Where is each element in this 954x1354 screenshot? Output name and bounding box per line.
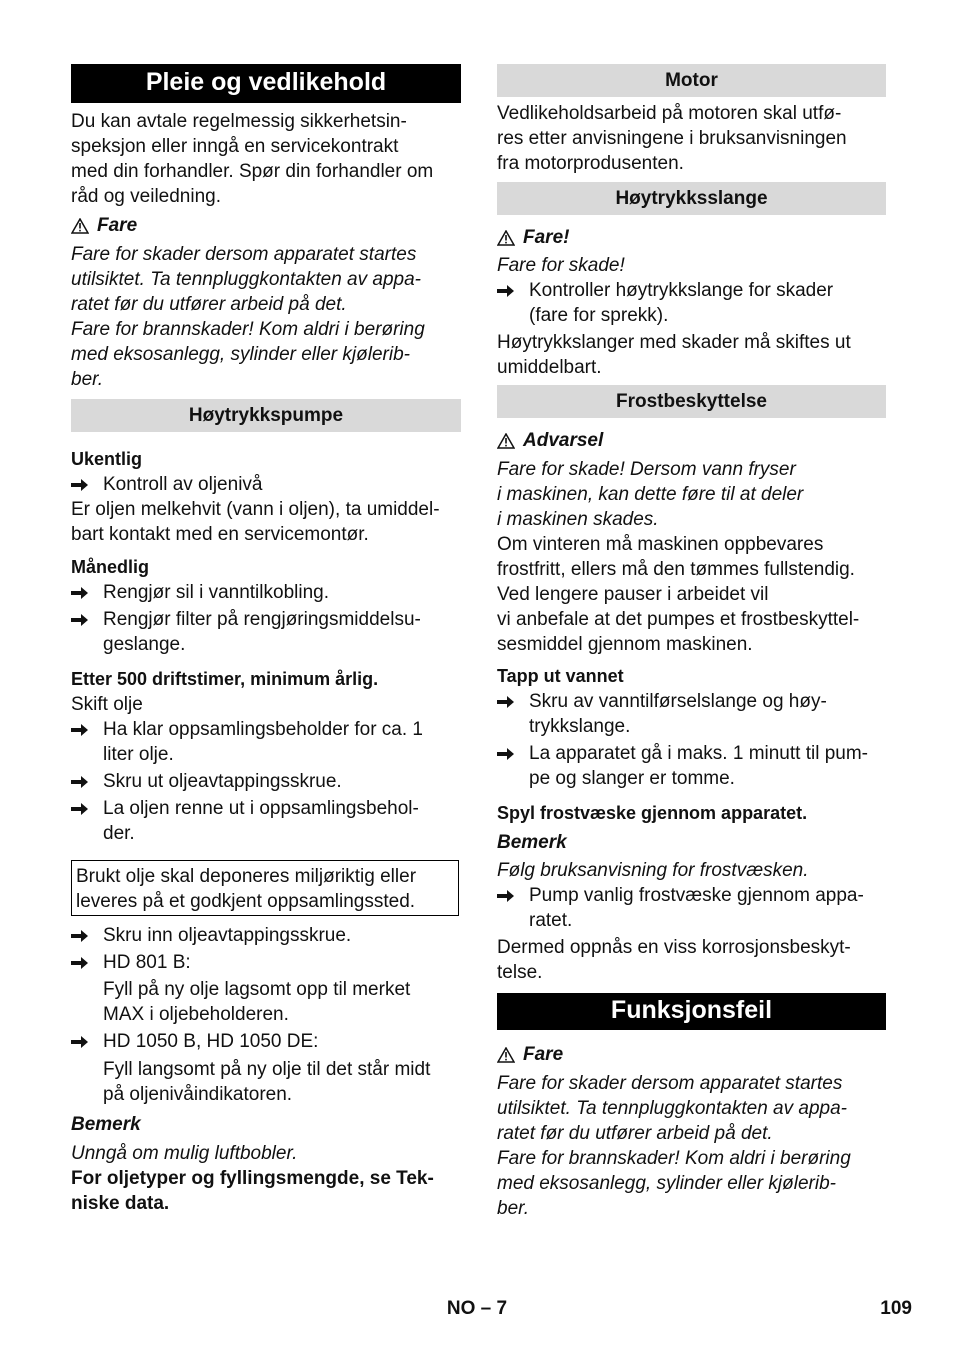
warning-line-2: utilsiktet. Ta tennpluggkontakten av appa-: [71, 269, 421, 290]
intro-line-4: råd og veiledning.: [71, 186, 221, 207]
warning-line-3: ratet før du utfører arbeid på det.: [71, 294, 347, 315]
flush-item-line-2: ratet.: [529, 910, 573, 931]
oil-item-3-line-2: der.: [103, 823, 135, 844]
warning-triangle-icon: [71, 218, 89, 234]
section-title-maintenance: Pleie og vedlikehold: [71, 64, 461, 103]
monthly-heading: Månedlig: [71, 557, 150, 577]
warning-heading: [497, 428, 886, 453]
notice-box-line-2: leveres på et godkjent oppsamlingssted.: [76, 891, 416, 912]
list-item: [497, 883, 886, 933]
intro-line-2: speksjon eller inngå en servicekontrakt: [71, 136, 399, 157]
oil-item-5-text-1: Fyll på ny olje lagsomt opp til merket: [103, 979, 411, 1000]
after500-heading: Etter 500 driftstimer, minimum årlig.: [71, 669, 379, 689]
oil-item-6: HD 1050 B, HD 1050 DE:: [103, 1031, 319, 1052]
motor-text-1: Vedlikeholdsarbeid på motoren skal utfø-: [497, 103, 842, 124]
hose-text-2: umiddelbart.: [497, 357, 602, 378]
oil-item-2: Skru ut oljeavtappingsskrue.: [103, 771, 342, 792]
flush-text-1: Dermed oppnås en viss korrosjonsbeskyt-: [497, 937, 851, 958]
arrow-right-icon: [497, 689, 529, 739]
warning-heading: [497, 1042, 886, 1067]
fault-warning-line-4: Fare for brannskader! Kom aldri i berøring: [497, 1148, 851, 1169]
list-item: [497, 689, 886, 739]
arrow-right-icon: [71, 717, 103, 767]
frost-warning-label: Advarsel: [523, 430, 604, 451]
frost-warning-line-3: i maskinen skades.: [497, 509, 659, 530]
bold-note-line-1: For oljetyper og fyllingsmengde, se Tek-: [71, 1168, 434, 1189]
subsection-heading-hose: Høytrykksslange: [497, 182, 886, 215]
arrow-right-icon: [71, 796, 103, 846]
frost-text-4: vi anbefale at det pumpes et frostbeskyttel-: [497, 609, 860, 630]
arrow-right-icon: [71, 923, 103, 948]
hose-text-1: Høytrykkslanger med skader må skiftes ut: [497, 332, 851, 353]
hose-item-line-1: Kontroller høytrykkslange for skader: [529, 280, 834, 301]
warning-line-4: Fare for brannskader! Kom aldri i berøring: [71, 319, 425, 340]
oil-item-6-text-1: Fyll langsomt på ny olje til det står midt: [103, 1059, 431, 1080]
weekly-text-2: bart kontakt med en servicemontør.: [71, 524, 369, 545]
flush-item-line-1: Pump vanlig frostvæske gjennom appa-: [529, 885, 864, 906]
page-number: 109: [880, 1298, 912, 1319]
warning-triangle-icon: [497, 230, 515, 246]
oil-item-6-text-2: på oljenivåindikatoren.: [103, 1084, 293, 1105]
warning-line-5: med eksosanlegg, sylinder eller kjølerib-: [71, 344, 410, 365]
list-item: [71, 607, 461, 657]
section-title-faults: Funksjonsfeil: [497, 993, 886, 1030]
oil-item-1-line-2: liter olje.: [103, 744, 174, 765]
hose-item-line-2: (fare for sprekk).: [529, 305, 669, 326]
arrow-right-icon: [71, 1029, 103, 1054]
arrow-right-icon: [71, 580, 103, 605]
flush-text-2: telse.: [497, 962, 543, 983]
bold-note-line-2: niske data.: [71, 1193, 170, 1214]
arrow-right-icon: [497, 883, 529, 933]
flush-note-label: Bemerk: [497, 832, 567, 853]
oil-item-4: Skru inn oljeavtappingsskrue.: [103, 925, 352, 946]
list-item: [71, 1029, 461, 1054]
left-column: [71, 64, 461, 1216]
fault-warning-line-3: ratet før du utfører arbeid på det.: [497, 1123, 773, 1144]
weekly-item: Kontroll av oljenivå: [103, 474, 263, 495]
weekly-heading: Ukentlig: [71, 449, 143, 469]
warning-heading: [71, 213, 461, 238]
oil-item-1-line-1: Ha klar oppsamlingsbeholder for ca. 1: [103, 719, 424, 740]
page-label: NO – 7: [446, 1298, 508, 1319]
fault-warning-line-1: Fare for skader dersom apparatet startes: [497, 1073, 843, 1094]
list-item: [71, 769, 461, 794]
fault-warning-label: Fare: [523, 1044, 564, 1065]
hose-warning-label: Fare!: [523, 227, 570, 248]
note-label: Bemerk: [71, 1114, 141, 1135]
list-item: [71, 796, 461, 846]
flush-note-text: Følg bruksanvisning for frostvæsken.: [497, 860, 809, 881]
fault-warning-line-5: med eksosanlegg, sylinder eller kjølerib-: [497, 1173, 836, 1194]
warning-line-6: ber.: [71, 369, 104, 390]
weekly-text-1: Er oljen melkehvit (vann i oljen), ta umiddel-: [71, 499, 440, 520]
change-oil-text: Skift olje: [71, 694, 143, 715]
frost-text-2: frostfritt, ellers må den tømmes fullstendig.: [497, 559, 855, 580]
monthly-item-2-line-2: geslange.: [103, 634, 186, 655]
oil-item-5-text-2: MAX i oljebeholderen.: [103, 1004, 289, 1025]
list-item: [497, 741, 886, 791]
fault-warning-line-2: utilsiktet. Ta tennpluggkontakten av appa-: [497, 1098, 847, 1119]
motor-text-2: res etter anvisningene i bruksanvisningen: [497, 128, 847, 149]
list-item: [71, 950, 461, 975]
arrow-right-icon: [71, 950, 103, 975]
note-text: Unngå om mulig luftbobler.: [71, 1143, 298, 1164]
arrow-right-icon: [497, 741, 529, 791]
intro-line-1: Du kan avtale regelmessig sikkerhetsin-: [71, 111, 407, 132]
motor-text-3: fra motorprodusenten.: [497, 153, 684, 174]
arrow-right-icon: [497, 278, 529, 328]
list-item: [71, 923, 461, 948]
frost-warning-line-1: Fare for skade! Dersom vann fryser: [497, 459, 796, 480]
drain-item-1-line-1: Skru av vanntilførselslange og høy-: [529, 691, 827, 712]
intro-line-3: med din forhandler. Spør din forhandler om: [71, 161, 434, 182]
frost-text-3: Ved lengere pauser i arbeidet vil: [497, 584, 769, 605]
hose-warning-text: Fare for skade!: [497, 255, 625, 276]
notice-box: [71, 860, 459, 916]
subsection-heading-motor: Motor: [497, 64, 886, 97]
oil-item-3-line-1: La oljen renne ut i oppsamlingsbehol-: [103, 798, 419, 819]
list-item: [71, 580, 461, 605]
list-item: [71, 472, 461, 497]
warning-triangle-icon: [497, 433, 515, 449]
drain-item-1-line-2: trykkslange.: [529, 716, 631, 737]
list-item: [497, 278, 886, 328]
subsection-heading-frost: Frostbeskyttelse: [497, 385, 886, 418]
drain-item-2-line-1: La apparatet gå i maks. 1 minutt til pum-: [529, 743, 868, 764]
frost-warning-line-2: i maskinen, kan dette føre til at deler: [497, 484, 804, 505]
oil-item-5: HD 801 B:: [103, 952, 191, 973]
drain-item-2-line-2: pe og slanger er tomme.: [529, 768, 735, 789]
drain-heading: Tapp ut vannet: [497, 666, 624, 686]
warning-label: Fare: [97, 215, 138, 236]
warning-line-1: Fare for skader dersom apparatet startes: [71, 244, 417, 265]
arrow-right-icon: [71, 472, 103, 497]
frost-text-5: sesmiddel gjennom maskinen.: [497, 634, 753, 655]
warning-triangle-icon: [497, 1047, 515, 1063]
warning-heading: [497, 225, 886, 250]
monthly-item-2-line-1: Rengjør filter på rengjøringsmiddelsu-: [103, 609, 421, 630]
notice-box-line-1: Brukt olje skal deponeres miljøriktig eller: [76, 866, 417, 887]
subsection-heading-pump: Høytrykkspumpe: [71, 399, 461, 432]
list-item: [71, 717, 461, 767]
arrow-right-icon: [71, 769, 103, 794]
monthly-item-1: Rengjør sil i vanntilkobling.: [103, 582, 329, 603]
right-column: [497, 64, 886, 1221]
flush-heading: Spyl frostvæske gjennom apparatet.: [497, 803, 808, 823]
arrow-right-icon: [71, 607, 103, 657]
frost-text-1: Om vinteren må maskinen oppbevares: [497, 534, 824, 555]
fault-warning-line-6: ber.: [497, 1198, 530, 1219]
